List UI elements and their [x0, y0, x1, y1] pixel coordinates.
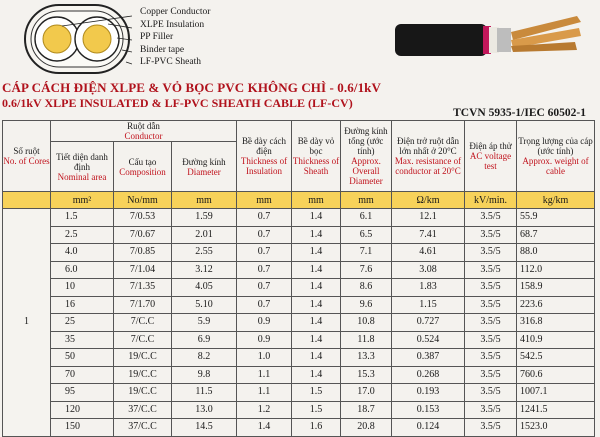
spec-table	[2, 120, 595, 437]
cell-weight: 316.8	[517, 314, 595, 332]
cell-area: 4.0	[51, 244, 114, 262]
cell-weight: 112.0	[517, 261, 595, 279]
table-row	[3, 296, 595, 314]
cell-diameter: 5.9	[172, 314, 237, 332]
cable-photo-icon	[395, 6, 585, 70]
cell-composition: 37/C.C	[114, 419, 172, 437]
header-sheath-thickness: Bề dày vỏ bọc Thickness of Sheath	[292, 121, 341, 192]
legend	[140, 6, 260, 69]
unit-insulation: mm	[237, 192, 292, 209]
header-graphics	[0, 0, 600, 78]
table-row	[3, 279, 595, 297]
cell-diameter: 8.2	[172, 349, 237, 367]
cell-sheath: 1.4	[292, 349, 341, 367]
cell-sheath: 1.5	[292, 384, 341, 402]
cell-weight: 223.6	[517, 296, 595, 314]
unit-voltage: kV/min.	[465, 192, 517, 209]
cell-sheath: 1.4	[292, 209, 341, 227]
cell-area: 6.0	[51, 261, 114, 279]
table-row	[3, 349, 595, 367]
cell-composition: 7/C.C	[114, 331, 172, 349]
cell-voltage: 3.5/5	[465, 349, 517, 367]
cell-composition: 7/0.85	[114, 244, 172, 262]
unit-composition: No/mm	[114, 192, 172, 209]
cell-voltage: 3.5/5	[465, 296, 517, 314]
cell-diameter: 9.8	[172, 366, 237, 384]
cell-resistance: 3.08	[392, 261, 465, 279]
cell-resistance: 0.524	[392, 331, 465, 349]
cell-voltage: 3.5/5	[465, 366, 517, 384]
units-cell-empty	[3, 192, 51, 209]
cell-resistance: 1.83	[392, 279, 465, 297]
cell-weight: 760.6	[517, 366, 595, 384]
cell-weight: 55.9	[517, 209, 595, 227]
header-weight: Trọng lượng của cáp (ước tính) Approx. weight of cable	[517, 121, 595, 192]
cell-overall-diameter: 8.6	[341, 279, 392, 297]
unit-resistance: Ω/km	[392, 192, 465, 209]
table-row	[3, 401, 595, 419]
cell-weight: 1523.0	[517, 419, 595, 437]
cell-area: 50	[51, 349, 114, 367]
cell-resistance: 0.193	[392, 384, 465, 402]
cell-overall-diameter: 15.3	[341, 366, 392, 384]
table-row	[3, 314, 595, 332]
cell-area: 1.5	[51, 209, 114, 227]
cell-overall-diameter: 7.1	[341, 244, 392, 262]
table-row	[3, 384, 595, 402]
cell-sheath: 1.5	[292, 401, 341, 419]
cell-insulation: 0.9	[237, 331, 292, 349]
cell-voltage: 3.5/5	[465, 261, 517, 279]
table-body	[3, 209, 595, 437]
standard-label: TCVN 5935-1/IEC 60502-1	[453, 107, 586, 119]
cell-insulation: 0.7	[237, 296, 292, 314]
cell-sheath: 1.4	[292, 296, 341, 314]
cell-weight: 410.9	[517, 331, 595, 349]
cell-insulation: 0.9	[237, 314, 292, 332]
cell-overall-diameter: 9.6	[341, 296, 392, 314]
cell-composition: 7/0.67	[114, 226, 172, 244]
table-row	[3, 366, 595, 384]
cell-sheath: 1.6	[292, 419, 341, 437]
cell-overall-diameter: 13.3	[341, 349, 392, 367]
header-cores: Số ruột No. of Cores	[3, 121, 51, 192]
cell-diameter: 3.12	[172, 261, 237, 279]
legend-pp-filler: PP Filler	[140, 32, 174, 42]
cell-overall-diameter: 6.5	[341, 226, 392, 244]
cores-cell: 1	[3, 209, 51, 437]
header-conductor: Ruột dẫn Conductor	[51, 121, 237, 142]
cell-composition: 19/C.C	[114, 349, 172, 367]
table-row	[3, 226, 595, 244]
legend-xlpe-insulation: XLPE Insulation	[140, 19, 205, 30]
cell-diameter: 14.5	[172, 419, 237, 437]
cell-diameter: 13.0	[172, 401, 237, 419]
cell-resistance: 0.387	[392, 349, 465, 367]
cell-resistance: 7.41	[392, 226, 465, 244]
cell-diameter: 2.55	[172, 244, 237, 262]
cell-weight: 1007.1	[517, 384, 595, 402]
cell-voltage: 3.5/5	[465, 244, 517, 262]
cell-insulation: 0.7	[237, 279, 292, 297]
unit-sheath: mm	[292, 192, 341, 209]
cell-voltage: 3.5/5	[465, 401, 517, 419]
cell-insulation: 1.1	[237, 366, 292, 384]
cell-sheath: 1.4	[292, 279, 341, 297]
cell-diameter: 6.9	[172, 331, 237, 349]
cell-overall-diameter: 17.0	[341, 384, 392, 402]
cell-composition: 7/C.C	[114, 314, 172, 332]
header-voltage-test: Điện áp thử AC voltage test	[465, 121, 517, 192]
cell-overall-diameter: 20.8	[341, 419, 392, 437]
cell-composition: 19/C.C	[114, 366, 172, 384]
cell-composition: 7/1.04	[114, 261, 172, 279]
cell-resistance: 0.268	[392, 366, 465, 384]
legend-lf-pvc-sheath: LF-PVC Sheath	[140, 57, 201, 67]
cell-sheath: 1.4	[292, 244, 341, 262]
cell-area: 25	[51, 314, 114, 332]
cell-composition: 7/0.53	[114, 209, 172, 227]
unit-weight: kg/km	[517, 192, 595, 209]
header-diameter: Đường kính Diameter	[172, 142, 237, 192]
cell-insulation: 0.7	[237, 244, 292, 262]
cell-composition: 19/C.C	[114, 384, 172, 402]
cell-weight: 88.0	[517, 244, 595, 262]
table-row	[3, 419, 595, 437]
table-row	[3, 261, 595, 279]
cell-overall-diameter: 6.1	[341, 209, 392, 227]
cell-voltage: 3.5/5	[465, 226, 517, 244]
table-row	[3, 331, 595, 349]
cell-weight: 68.7	[517, 226, 595, 244]
cell-voltage: 3.5/5	[465, 209, 517, 227]
cell-insulation: 0.7	[237, 261, 292, 279]
cell-insulation: 1.2	[237, 401, 292, 419]
cell-insulation: 1.0	[237, 349, 292, 367]
cell-area: 70	[51, 366, 114, 384]
header-resistance: Điện trở ruột dẫn lớn nhất ở 20°C Max. resistance of conductor at 20°C	[392, 121, 465, 192]
units-row	[3, 192, 595, 209]
cell-overall-diameter: 10.8	[341, 314, 392, 332]
cell-insulation: 1.1	[237, 384, 292, 402]
cell-insulation: 0.7	[237, 209, 292, 227]
cell-area: 35	[51, 331, 114, 349]
cell-sheath: 1.4	[292, 226, 341, 244]
unit-diameter: mm	[172, 192, 237, 209]
header-insulation-thickness: Bề dày cách điện Thickness of Insulation	[237, 121, 292, 192]
header-overall-diameter: Đường kính tổng (ước tính) Approx. Overall Diameter	[341, 121, 392, 192]
cell-sheath: 1.4	[292, 314, 341, 332]
cell-composition: 7/1.70	[114, 296, 172, 314]
cell-resistance: 0.124	[392, 419, 465, 437]
cell-resistance: 12.1	[392, 209, 465, 227]
cell-diameter: 4.05	[172, 279, 237, 297]
title-vietnamese: CÁP CÁCH ĐIỆN XLPE & VỎ BỌC PVC KHÔNG CHÌ - 0.6/1kV	[2, 80, 381, 95]
cell-insulation: 1.4	[237, 419, 292, 437]
cell-voltage: 3.5/5	[465, 279, 517, 297]
title-english: 0.6/1kV XLPE INSULATED & LF-PVC SHEATH CABLE (LF-CV)	[2, 96, 353, 110]
unit-overall-diameter: mm	[341, 192, 392, 209]
cell-diameter: 1.59	[172, 209, 237, 227]
cell-overall-diameter: 11.8	[341, 331, 392, 349]
legend-binder-tape: Binder tape	[140, 44, 185, 55]
cell-composition: 7/1.35	[114, 279, 172, 297]
header-row-1	[3, 121, 595, 142]
cell-resistance: 4.61	[392, 244, 465, 262]
cell-area: 2.5	[51, 226, 114, 244]
cell-weight: 1241.5	[517, 401, 595, 419]
table-row	[3, 209, 595, 227]
header-nominal-area: Tiết diện danh định Nominal area	[51, 142, 114, 192]
cell-sheath: 1.4	[292, 261, 341, 279]
cell-sheath: 1.4	[292, 366, 341, 384]
cell-sheath: 1.4	[292, 331, 341, 349]
cell-voltage: 3.5/5	[465, 331, 517, 349]
cell-insulation: 0.7	[237, 226, 292, 244]
cell-diameter: 2.01	[172, 226, 237, 244]
cell-composition: 37/C.C	[114, 401, 172, 419]
cell-area: 120	[51, 401, 114, 419]
cell-diameter: 11.5	[172, 384, 237, 402]
cable-cross-section-icon	[22, 2, 132, 76]
legend-copper-conductor: Copper Conductor	[140, 7, 211, 17]
cell-weight: 158.9	[517, 279, 595, 297]
cell-area: 95	[51, 384, 114, 402]
cell-resistance: 0.153	[392, 401, 465, 419]
cell-area: 16	[51, 296, 114, 314]
cell-overall-diameter: 18.7	[341, 401, 392, 419]
cell-resistance: 1.15	[392, 296, 465, 314]
table-row	[3, 244, 595, 262]
cell-voltage: 3.5/5	[465, 314, 517, 332]
cell-area: 10	[51, 279, 114, 297]
header-composition: Cấu tạo Composition	[114, 142, 172, 192]
cell-diameter: 5.10	[172, 296, 237, 314]
cell-weight: 542.5	[517, 349, 595, 367]
unit-area: mm²	[51, 192, 114, 209]
cell-resistance: 0.727	[392, 314, 465, 332]
cell-overall-diameter: 7.6	[341, 261, 392, 279]
cell-voltage: 3.5/5	[465, 419, 517, 437]
cell-area: 150	[51, 419, 114, 437]
cell-voltage: 3.5/5	[465, 384, 517, 402]
